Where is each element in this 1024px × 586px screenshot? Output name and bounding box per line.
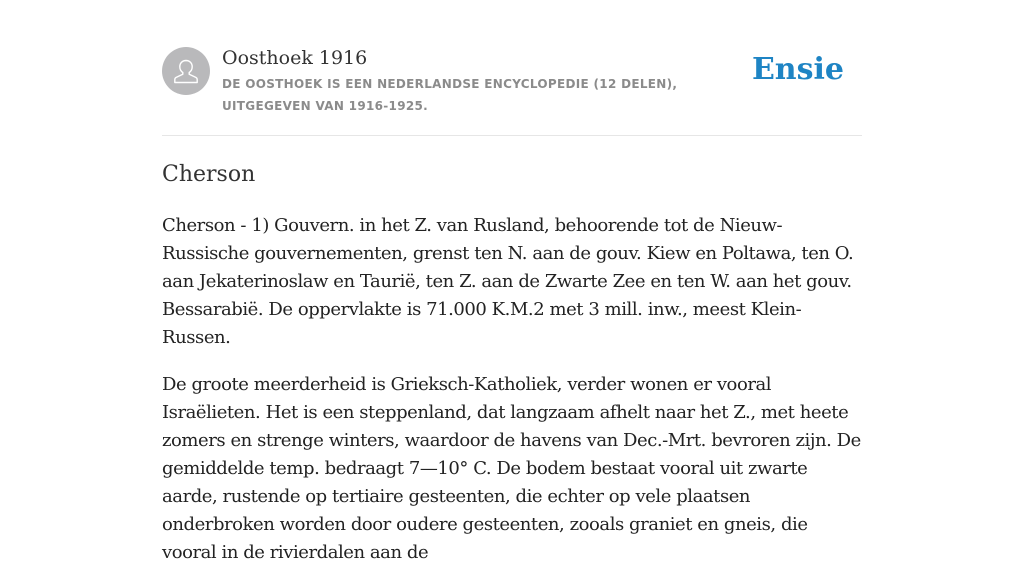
avatar[interactable] (162, 47, 210, 95)
article-paragraph: De groote meerderheid is Grieksch-Katholiek, verder wonen er vooral Israëlieten. Het is een steppenland, dat langzaam afhelt naar het Z., met heete zomers en strenge winters, waardoor de havens van Dec.-Mrt. bevroren zijn. De gemiddelde temp. bedraagt 7—10° C. De bodem bestaat vooral uit zwarte aarde, rustende op tertiaire gesteenten, die echter op vele plaatsen onderbroken worden door oudere gesteenten, zooals graniet en gneis, die vooral in de rivierdalen aan de (162, 374, 861, 563)
article-body (162, 212, 862, 586)
ensie-logo-link[interactable]: Ensie (751, 52, 844, 87)
source-title[interactable]: Oosthoek 1916 (222, 47, 368, 69)
user-silhouette-icon (162, 47, 210, 95)
header-divider (162, 135, 862, 136)
article-title: Cherson (162, 162, 256, 187)
source-header (162, 46, 862, 118)
article-paragraph: Cherson - 1) Gouvern. in het Z. van Rusland, behoorende tot de Nieuw-Russische gouvernementen, grenst ten N. aan de gouv. Kiew en Poltawa, ten O. aan Jekaterinoslaw en Taurië, ten Z. aan de Zwarte Zee en ten W. aan het gouv. Bessarabië. De oppervlakte is 71.000 K.M.2 met 3 mill. inw., meest Klein-Russen. (162, 215, 854, 348)
source-description: DE OOSTHOEK IS EEN NEDERLANDSE ENCYCLOPEDIE (12 DELEN), UITGEGEVEN VAN 1916-1925. (222, 77, 678, 113)
